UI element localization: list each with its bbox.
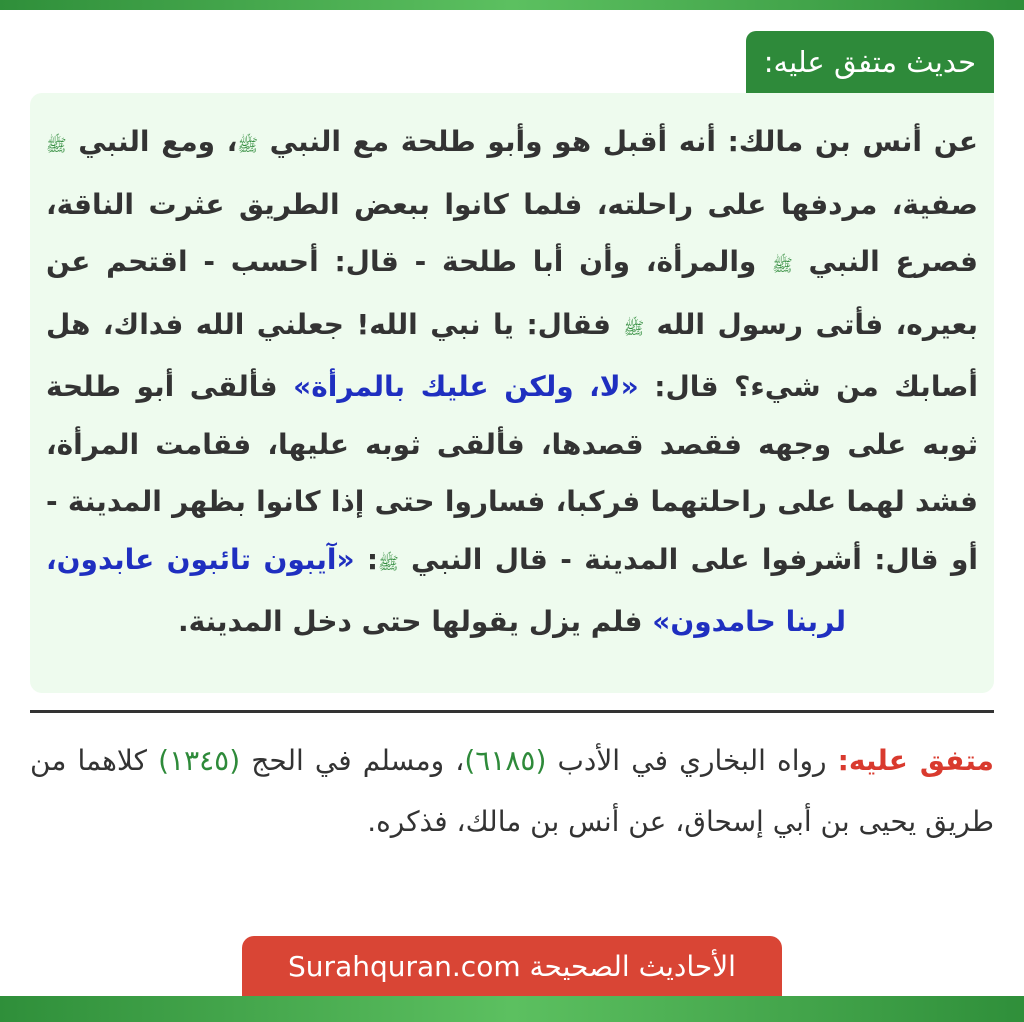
salutation-symbol: ﷺ xyxy=(237,136,258,156)
source-badge: الأحاديث الصحيحة Surahquran.com xyxy=(242,936,782,996)
takhrij-segment: رواه البخاري في الأدب xyxy=(546,744,838,777)
salutation-symbol: ﷺ xyxy=(623,318,645,339)
hadith-segment: صفية، مردفها على راحلته، فلما كانوا ببعض الطريق عثرت الناقة، فصرع النبي xyxy=(46,187,978,278)
salutation-symbol: ﷺ xyxy=(46,136,67,156)
takhrij-segment: ، ومسلم في الحج xyxy=(240,744,465,777)
top-green-bar xyxy=(0,0,1024,10)
hadith-text-box xyxy=(30,93,994,693)
takhrij-text xyxy=(30,730,994,852)
hadith-text xyxy=(46,113,978,651)
takhrij-segment: كلاهما من طريق يحيى بن أبي إسحاق، عن أنس بن مالك، فذكره. xyxy=(30,744,994,838)
prophet-quote: «لا، ولكن عليك بالمرأة» xyxy=(293,370,639,403)
hadith-segment: والمرأة، وأن أبا طلحة - قال: أحسب - اقتحم عن بعيره، فأتى رسول الله xyxy=(46,245,978,341)
reference-number: (٦١٨٥) xyxy=(464,744,547,777)
salutation-symbol: ﷺ xyxy=(378,553,399,574)
hadith-segment: ، ومع النبي xyxy=(66,125,238,158)
divider-line xyxy=(30,710,994,713)
hadith-segment: عن أنس بن مالك: أنه أقبل هو وأبو طلحة مع النبي xyxy=(257,125,979,158)
hadith-title-tab: حديث متفق عليه: xyxy=(746,31,994,93)
prophet-quote: «آيبون تائبون عابدون، لربنا حامدون» xyxy=(46,542,846,638)
bottom-green-bar xyxy=(0,996,1024,1022)
grade-label: متفق عليه: xyxy=(837,744,994,777)
hadith-segment: فقال: يا نبي الله! جعلني الله فداك، هل أصابك من شيء؟ قال: xyxy=(46,307,978,403)
salutation-symbol: ﷺ xyxy=(772,256,793,276)
hadith-segment: فألقى أبو طلحة ثوبه على وجهه فقصد قصدها، فألقى ثوبه عليها، فقامت المرأة، فشد لهما على راحلتهما فركبا، فساروا حتى إذا كانوا بظهر المدينة - أو قال: أشرفوا على المدينة - قال النبي xyxy=(46,370,978,576)
hadith-segment: فلم يزل يقولها حتى دخل المدينة. xyxy=(178,605,653,638)
hadith-segment: : xyxy=(354,542,379,576)
reference-number: (١٣٤٥) xyxy=(158,744,241,777)
